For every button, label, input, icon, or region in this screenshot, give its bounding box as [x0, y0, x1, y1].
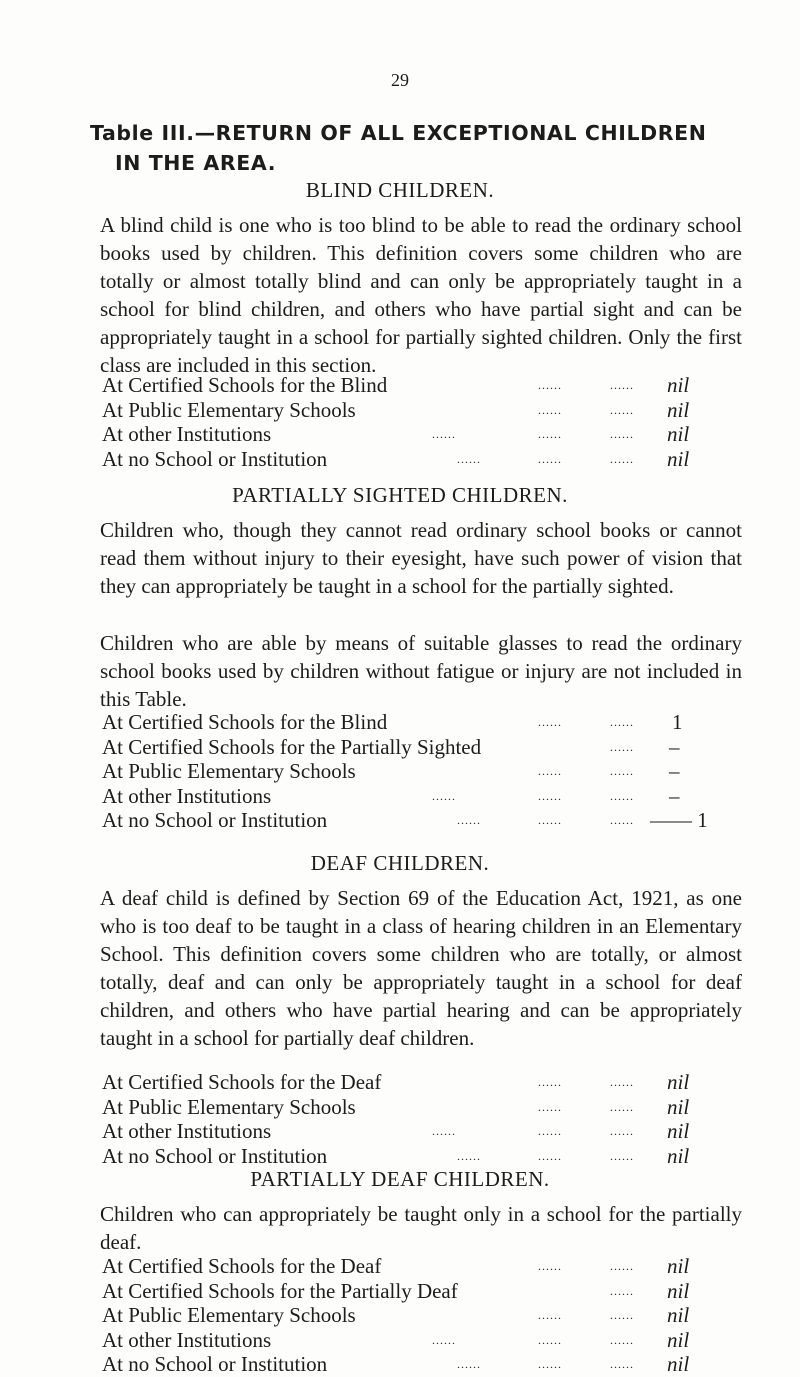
- leader-dots: ......: [610, 1283, 634, 1298]
- leader-dots: ......: [432, 788, 456, 803]
- leader-dots: ......: [538, 1357, 562, 1371]
- leader-dots: ......: [538, 1308, 562, 1322]
- row-label: At Certified Schools for the Deaf: [102, 1254, 382, 1278]
- deaf-heading: DEAF CHILDREN.: [310, 851, 490, 875]
- leader-dots: ......: [538, 378, 562, 392]
- row-value: –: [669, 783, 680, 808]
- row-value: —— 1: [650, 808, 708, 832]
- partially-deaf-heading: PARTIALLY DEAF CHILDREN.: [250, 1167, 550, 1191]
- row-value: nil: [667, 1278, 690, 1303]
- partially-deaf-row: [102, 1254, 722, 1279]
- leader-dots: ......: [538, 427, 562, 441]
- row-value: nil: [667, 1094, 690, 1119]
- row-label: At Public Elementary Schools: [102, 759, 356, 783]
- leader-dots: ......: [457, 451, 481, 466]
- partially-deaf-definition-text: Children who can appropriately be taught only in a school for the partially deaf.: [100, 1202, 742, 1254]
- row-value: nil: [667, 1143, 690, 1168]
- row-label: At Certified Schools for the Partially Sighted: [102, 734, 482, 759]
- row-label: At Certified Schools for the Blind: [102, 373, 388, 397]
- leader-dots: ......: [610, 739, 634, 754]
- partially-sighted-definition-text: Children who, though they cannot read ordinary school books or cannot read them without injury to their eyesight, have such power of vision that they can appropriately be taught in a school for the partially sighted.: [100, 518, 742, 598]
- partially-sighted-note: [58, 629, 742, 713]
- blind-row: [102, 422, 722, 447]
- leader-dots: ......: [610, 1332, 634, 1347]
- partially-deaf-rows: [102, 1254, 722, 1377]
- row-value: nil: [667, 1070, 690, 1094]
- row-value: nil: [667, 397, 690, 422]
- leader-dots: ......: [610, 764, 634, 778]
- row-label: At no School or Institution: [102, 446, 328, 471]
- partially-deaf-row: [102, 1279, 722, 1304]
- leader-dots: ......: [610, 1099, 634, 1114]
- leader-dots: ......: [610, 1259, 634, 1273]
- row-label: At Public Elementary Schools: [102, 1303, 356, 1327]
- deaf-rows: [102, 1070, 722, 1168]
- leader-dots: ......: [538, 451, 562, 466]
- row-value: nil: [667, 1303, 690, 1327]
- row-label: At no School or Institution: [102, 808, 328, 832]
- leader-dots: ......: [610, 378, 634, 392]
- leader-dots: ......: [538, 1124, 562, 1138]
- row-value: nil: [667, 1119, 690, 1143]
- row-value: –: [669, 759, 680, 783]
- partially-deaf-row: [102, 1352, 722, 1377]
- partially-sighted-row: [102, 784, 722, 809]
- row-value: nil: [667, 1352, 690, 1376]
- leader-dots: ......: [538, 764, 562, 778]
- leader-dots: ......: [610, 402, 634, 417]
- row-label: At no School or Institution: [102, 1352, 328, 1376]
- row-label: At Certified Schools for the Deaf: [102, 1070, 382, 1094]
- row-label: At no School or Institution: [102, 1143, 328, 1168]
- row-label: At other Institutions: [102, 1327, 272, 1352]
- row-label: At Public Elementary Schools: [102, 1094, 356, 1119]
- leader-dots: ......: [538, 1148, 562, 1163]
- row-label: At other Institutions: [102, 783, 272, 808]
- table-title: [90, 118, 750, 178]
- row-value: –: [669, 734, 680, 759]
- leader-dots: ......: [432, 427, 456, 441]
- partially-sighted-row: [102, 759, 722, 784]
- deaf-row: [102, 1119, 722, 1144]
- deaf-row: [102, 1095, 722, 1120]
- row-value: nil: [667, 1254, 690, 1278]
- leader-dots: ......: [538, 1099, 562, 1114]
- partially-sighted-note-text: Children who are able by means of suitable glasses to read the ordinary school books used by children without fatigue or injury are not included in this Table.: [100, 631, 742, 711]
- partially-deaf-row: [102, 1303, 722, 1328]
- deaf-row: [102, 1070, 722, 1095]
- leader-dots: ......: [538, 1075, 562, 1089]
- deaf-row: [102, 1144, 722, 1169]
- row-label: At Public Elementary Schools: [102, 397, 356, 422]
- row-value: nil: [667, 422, 690, 446]
- table-title-line2: IN THE AREA.: [115, 151, 277, 175]
- leader-dots: ......: [610, 1308, 634, 1322]
- row-value: nil: [667, 1327, 690, 1352]
- row-value: 1: [672, 710, 683, 734]
- blind-row: [102, 447, 722, 472]
- partially-sighted-row: [102, 735, 722, 760]
- page-number: 29: [391, 70, 409, 90]
- row-label: At other Institutions: [102, 1119, 272, 1143]
- row-value: nil: [667, 446, 690, 471]
- leader-dots: ......: [610, 1124, 634, 1138]
- leader-dots: ......: [610, 813, 634, 827]
- leader-dots: ......: [538, 813, 562, 827]
- leader-dots: ......: [457, 1357, 481, 1371]
- leader-dots: ......: [610, 1357, 634, 1371]
- leader-dots: ......: [538, 402, 562, 417]
- leader-dots: ......: [538, 715, 562, 729]
- leader-dots: ......: [610, 1075, 634, 1089]
- leader-dots: ......: [432, 1332, 456, 1347]
- blind-row: [102, 398, 722, 423]
- deaf-definition: [58, 884, 742, 1052]
- leader-dots: ......: [610, 451, 634, 466]
- leader-dots: ......: [610, 1148, 634, 1163]
- partially-sighted-heading: PARTIALLY SIGHTED CHILDREN.: [232, 483, 568, 507]
- row-label: At Certified Schools for the Partially Deaf: [102, 1278, 458, 1303]
- partially-sighted-row: [102, 808, 722, 833]
- blind-row: [102, 373, 722, 398]
- leader-dots: ......: [457, 1148, 481, 1163]
- partially-sighted-rows: [102, 710, 722, 833]
- leader-dots: ......: [538, 1332, 562, 1347]
- row-label: At Certified Schools for the Blind: [102, 710, 388, 734]
- blind-heading: BLIND CHILDREN.: [305, 178, 495, 202]
- leader-dots: ......: [457, 813, 481, 827]
- row-value: nil: [667, 373, 690, 397]
- leader-dots: ......: [610, 427, 634, 441]
- leader-dots: ......: [610, 788, 634, 803]
- leader-dots: ......: [610, 715, 634, 729]
- partially-sighted-definition: [58, 516, 742, 600]
- deaf-definition-text: A deaf child is defined by Section 69 of the Education Act, 1921, as one who is too deaf to be taught in a class of hearing children in an Elementary School. This definition covers some children who are totally, or almost totally, deaf and can only be appropriately taught in a school for deaf children, and others who have partial hearing and can be appropriately taught in a school for partially deaf children.: [100, 886, 742, 1050]
- partially-deaf-definition: [58, 1200, 742, 1256]
- partially-sighted-row: [102, 710, 722, 735]
- leader-dots: ......: [538, 788, 562, 803]
- leader-dots: ......: [432, 1124, 456, 1138]
- leader-dots: ......: [538, 1259, 562, 1273]
- partially-deaf-row: [102, 1328, 722, 1353]
- blind-rows: [102, 373, 722, 471]
- blind-definition: [58, 211, 742, 379]
- table-title-line1: Table III.—RETURN OF ALL EXCEPTIONAL CHILDREN: [90, 121, 707, 145]
- blind-definition-text: A blind child is one who is too blind to be able to read the ordinary school books used by children. This definition covers some children who are totally or almost totally blind and can only be appropriately taught in a school for blind children, and others who have partial sight and can be appropriately taught in a school for partially sighted children. Only the first class are included in this section.: [100, 213, 742, 377]
- row-label: At other Institutions: [102, 422, 272, 446]
